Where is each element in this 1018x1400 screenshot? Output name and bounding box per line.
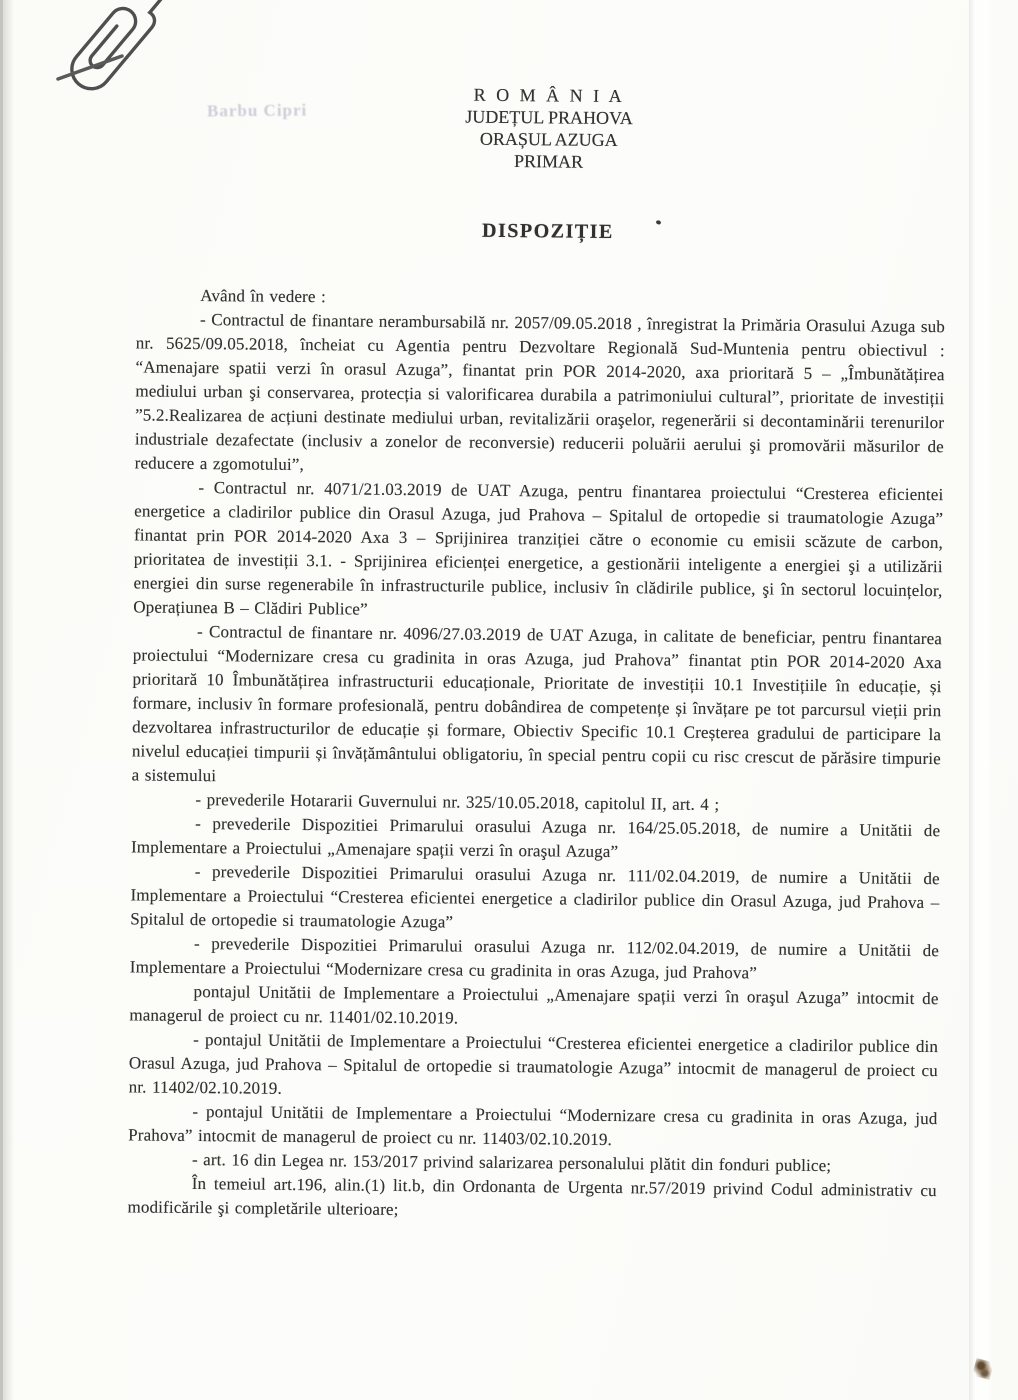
document-title: DISPOZIȚIE: [481, 219, 614, 243]
considerent-paragraph: - prevederile Dispozitiei Primarului orasului Azuga nr. 112/02.04.2019, de numire a Unitătii de Implementare a Proiectului “Modernizare cresa cu gradinita in oras Azuga, jud Prahova”: [129, 933, 940, 983]
considerent-paragraph: - Contractul de finantare nr. 4096/27.03.2019 de UAT Azuga, in calitate de beneficiar, pentru finantarea proiectului “Modernizare cresa cu gradinita in oras Azuga, jud Prahova” finantat ptin POR 2014-2020 Axa prioritară 10 Îmbunătățirea infrastructurii educaționale, Prioritate de investiții 10.1 Investițiile în educație, și formare, inclusiv în formare profesională, pentru dobândirea de competențe și învățare pe tot parcursul vieții prin dezvoltarea infrastructurilor de educație și formare, Obiectiv Specific 10.1 Creșterea gradului de participare la nivelul educației timpurii și învățământului obligatoriu, în special pentru copii cu risc crescut de părăsire timpurie a sistemului: [131, 622, 943, 786]
considerent-paragraph: - prevederile Dispozitiei Primarului orasului Azuga nr. 164/25.05.2018, de numire a Unitătii de Implementare a Proiectului „Amenajare spații verzi în oraşul Azuga”: [130, 813, 941, 862]
considerent-paragraph: - art. 16 din Legea nr. 153/2017 privind salarizarea personalului plătit din fonduri publice;: [191, 1149, 832, 1176]
legal-basis-paragraph: În temeiul art.196, alin.(1) lit.b, din Ordonanta de Urgenta nr.57/2019 privind Codul administrativ cu modificările şi completările ulterioare;: [127, 1173, 937, 1219]
issuer-office: PRIMAR: [513, 151, 584, 172]
document-header: [149, 81, 950, 177]
country-name: R O M Â N I A: [473, 84, 625, 107]
city-name: ORAȘUL AZUGA: [479, 128, 618, 151]
considerent-paragraph: - prevederile Dispozitiei Primarului orasului Azuga nr. 111/02.04.2019, de numire a Unitătii de Implementare a Proiectului “Cresterea eficientei energetice a cladirilor publice din Orasul Azuga, jud Prahova – Spitalul de ortopedie si traumatologie Azuga”: [130, 861, 940, 932]
intro-line: Având în vedere :: [200, 286, 326, 307]
considerent-paragraph: - Contractul de finantare nerambursabilă nr. 2057/09.05.2018 , înregistrat la Primăria Orasului Azuga sub nr. 5625/09.05.2018, încheiat cu Agentia pentru Dezvoltare Regională Sud-Muntenia pentru obiectivul : “Amenajare spatii verzi în orasul Azuga”, finantat prin POR 2014-2020, axa prioritară 5 – „Îmbunătățirea mediului urban şi conservarea, protecția si valorificarea durabila a patrimoniului cultural”, prioritate de investiții ”5.2.Realizarea de acțiuni destinate mediului urban, revitalizării oraşelor, regenerării si decontaminării terenurilor industriale dezafectate (inclusiv a zonelor de reconversie) reducerii poluării aerului şi promovării măsurilor de reducere a zgomotului”,: [134, 310, 946, 475]
considerent-paragraph: pontajul Unitătii de Implementare a Proiectului „Amenajare spații verzi în oraşul Azuga” intocmit de managerul de proiect cu nr. 11401/02.10.2019.: [129, 981, 939, 1028]
document-body: [127, 283, 945, 1227]
considerent-paragraph: - Contractul nr. 4071/21.03.2019 de UAT Azuga, pentru finantarea proiectului “Cresterea eficientei energetice a cladirilor publice din Orasul Azuga, jud Prahova – Spitalul de ortopedie si traumatologie Azuga” finantat prin POR 2014-2020 Axa 3 – Sprijinirea tranziției către o economie cu emisii scăzute de carbon, prioritatea de investiții 3.1. - Sprijinirea eficienței energetice, a gestionării inteligente a energiei şi a utilizării energiei din surse regenerabile în infrastructurile publice, inclusiv în clădirile publice, şi în sectorul locuințelor, Operațiunea B – Clădiri Publice”: [133, 478, 944, 619]
county-name: JUDEȚUL PRAHOVA: [465, 106, 633, 129]
considerent-paragraph: - pontajul Unitătii de Implementare a Proiectului “Modernizare cresa cu gradinita in oras Azuga, jud Prahova” intocmit de managerul de proiect cu nr. 11403/02.10.2019.: [128, 1101, 938, 1150]
bleedthrough-text: Barbu Cipri: [206, 100, 308, 121]
considerent-paragraph: - pontajul Unitătii de Implementare a Proiectului “Cresterea eficientei energetice a cladirilor publice din Orasul Azuga, jud Prahova – Spitalul de ortopedie si traumatologie Azuga” intocmit de managerul de proiect cu nr. 11402/02.10.2019.: [128, 1029, 939, 1098]
considerent-paragraph: - prevederile Hotararii Guvernului nr. 325/10.05.2018, capitolul II, art. 4 ;: [195, 789, 720, 815]
